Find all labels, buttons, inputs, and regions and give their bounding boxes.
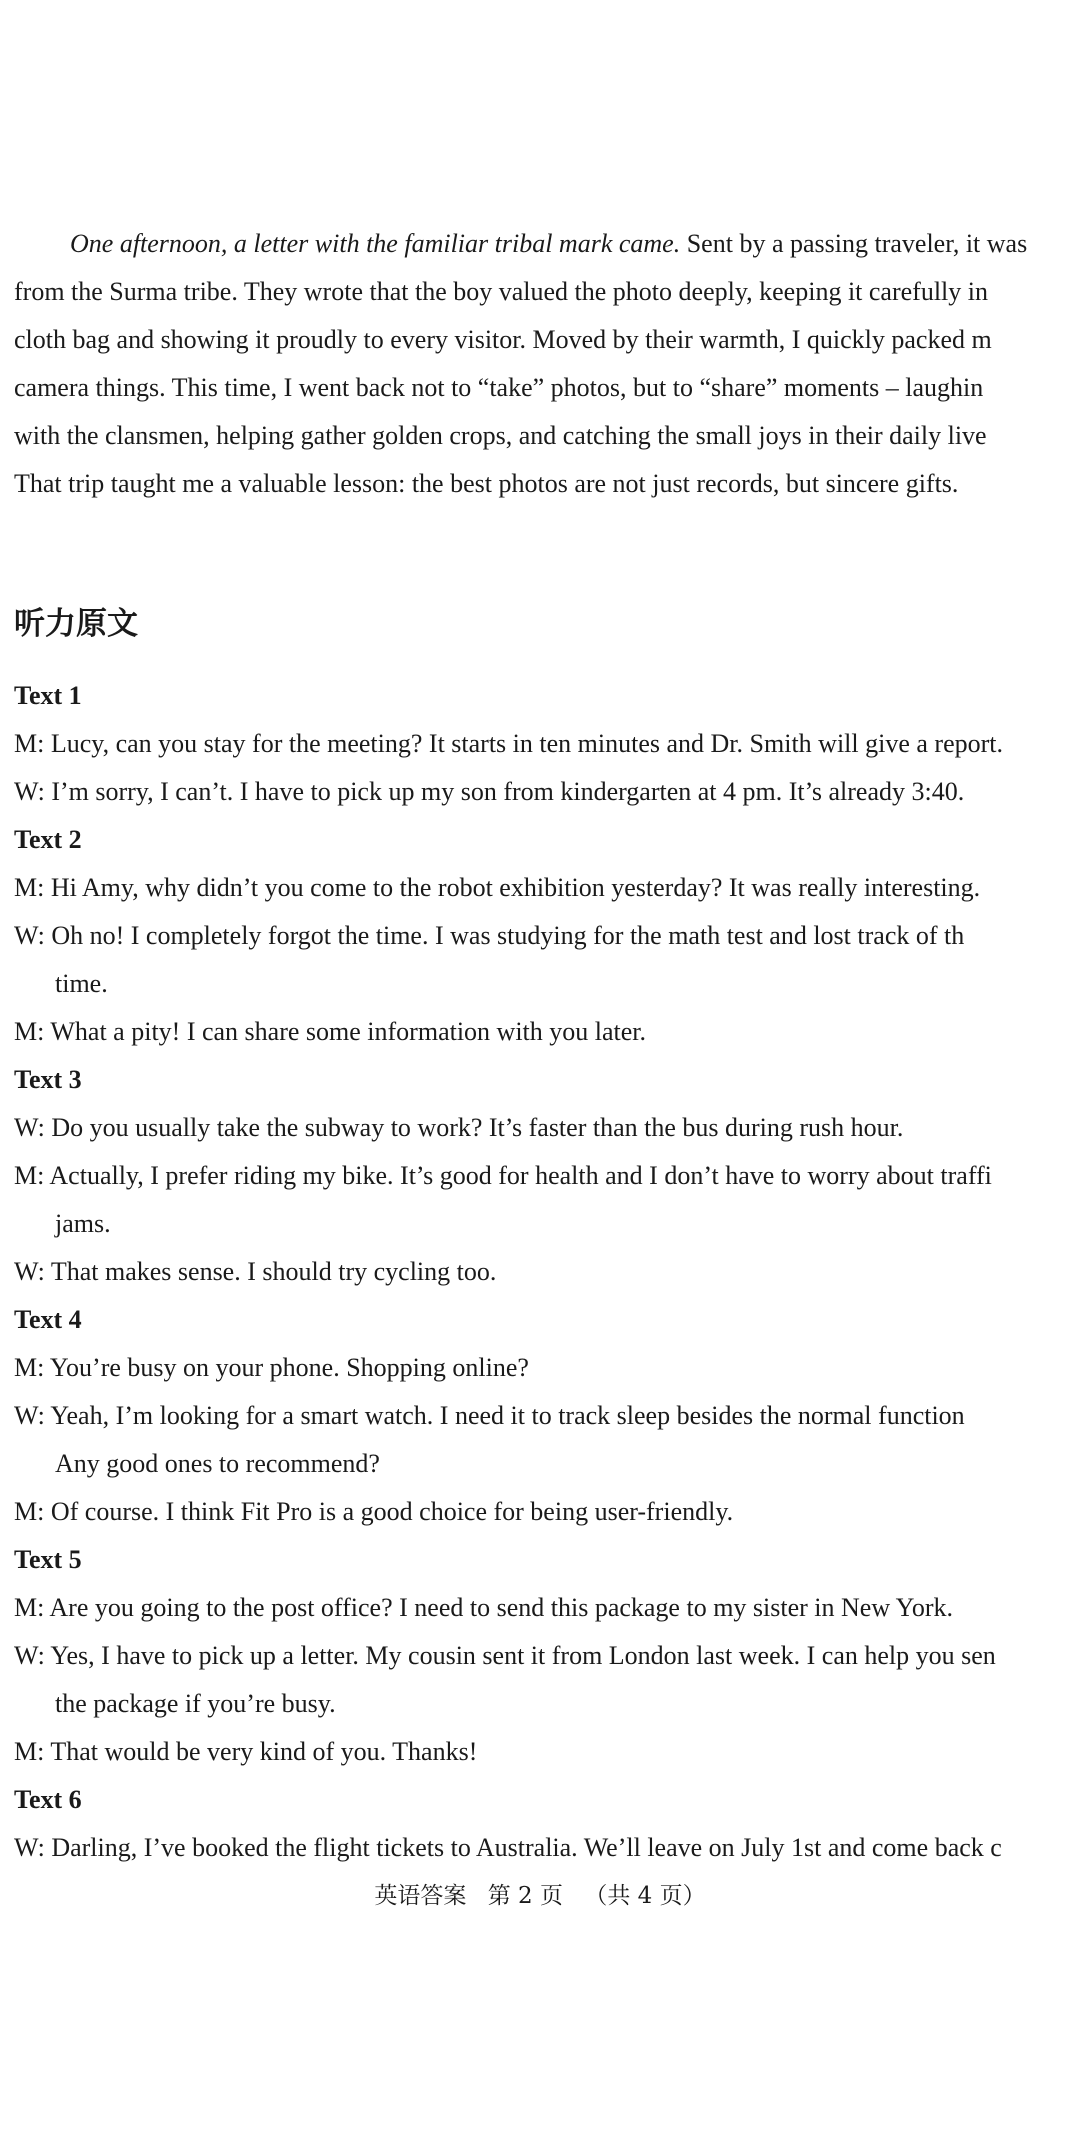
footer-page-number: 第 2 页 bbox=[487, 1883, 563, 1909]
dialogue-text: Hi Amy, why didn’t you come to the robot exhibition yesterday? It was really interesting. bbox=[44, 873, 981, 902]
dialogue-line-continuation: jams. bbox=[55, 1209, 111, 1238]
dialogue-text: You’re busy on your phone. Shopping online? bbox=[44, 1353, 529, 1382]
paragraph-italic-sentence: One afternoon, a letter with the familiar tribal mark came. bbox=[70, 229, 681, 258]
speaker-label: W: bbox=[14, 1401, 45, 1430]
text-heading: Text 2 bbox=[14, 825, 82, 854]
speaker-label: W: bbox=[14, 1641, 45, 1670]
dialogue-text: That would be very kind of you. Thanks! bbox=[44, 1737, 478, 1766]
dialogue-line-continuation: the package if you’re busy. bbox=[55, 1689, 336, 1718]
dialogue-text: Yeah, I’m looking for a smart watch. I need it to track sleep besides the normal function bbox=[44, 1401, 965, 1430]
text-heading: Text 5 bbox=[14, 1545, 82, 1574]
paragraph-line bbox=[14, 220, 1080, 268]
footer-subject: 英语答案 bbox=[374, 1883, 467, 1909]
paragraph-line: from the Surma tribe. They wrote that the boy valued the photo deeply, keeping it carefully in bbox=[14, 277, 988, 306]
dialogue-line bbox=[14, 720, 1080, 768]
paragraph-line: camera things. This time, I went back not to “take” photos, but to “share” moments – laughin bbox=[14, 373, 984, 402]
dialogue-line bbox=[14, 1248, 1080, 1296]
speaker-label: W: bbox=[14, 1833, 45, 1862]
dialogue-line bbox=[14, 1008, 1080, 1056]
speaker-label: M: bbox=[14, 873, 45, 902]
dialogue-line bbox=[14, 1392, 1080, 1440]
dialogue-line bbox=[14, 1824, 1080, 1872]
paragraph-line: That trip taught me a valuable lesson: the best photos are not just records, but sincere gifts. bbox=[14, 469, 959, 498]
text-heading: Text 6 bbox=[14, 1785, 82, 1814]
speaker-label: W: bbox=[14, 1257, 45, 1286]
speaker-label: W: bbox=[14, 921, 45, 950]
paragraph-line: with the clansmen, helping gather golden crops, and catching the small joys in their daily live bbox=[14, 421, 987, 450]
dialogue-line bbox=[14, 768, 1080, 816]
speaker-label: M: bbox=[14, 1497, 45, 1526]
text-heading: Text 1 bbox=[14, 681, 82, 710]
dialogue-text: Are you going to the post office? I need to send this package to my sister in New York. bbox=[44, 1593, 953, 1622]
listening-transcript bbox=[14, 672, 1080, 1872]
dialogue-text: I’m sorry, I can’t. I have to pick up my son from kindergarten at 4 pm. It’s already 3:40. bbox=[44, 777, 965, 806]
text-heading: Text 3 bbox=[14, 1065, 82, 1094]
page-footer bbox=[0, 1876, 1080, 1916]
speaker-label: M: bbox=[14, 729, 45, 758]
speaker-label: M: bbox=[14, 1161, 45, 1190]
story-paragraph bbox=[14, 220, 1080, 508]
dialogue-line bbox=[14, 1584, 1080, 1632]
text-heading: Text 4 bbox=[14, 1305, 82, 1334]
dialogue-line bbox=[14, 1488, 1080, 1536]
dialogue-line bbox=[14, 1344, 1080, 1392]
dialogue-text: Lucy, can you stay for the meeting? It starts in ten minutes and Dr. Smith will give a report. bbox=[44, 729, 1003, 758]
speaker-label: M: bbox=[14, 1353, 45, 1382]
speaker-label: W: bbox=[14, 1113, 45, 1142]
speaker-label: M: bbox=[14, 1593, 45, 1622]
dialogue-line-continuation: Any good ones to recommend? bbox=[55, 1449, 380, 1478]
dialogue-line bbox=[14, 912, 1080, 960]
section-title: 听力原文 bbox=[14, 606, 138, 642]
dialogue-text: Do you usually take the subway to work? It’s faster than the bus during rush hour. bbox=[44, 1113, 904, 1142]
speaker-label: M: bbox=[14, 1737, 45, 1766]
speaker-label: M: bbox=[14, 1017, 45, 1046]
dialogue-text: Actually, I prefer riding my bike. It’s good for health and I don’t have to worry about traffi bbox=[44, 1161, 992, 1190]
dialogue-text: Oh no! I completely forgot the time. I was studying for the math test and lost track of th bbox=[44, 921, 965, 950]
dialogue-text: Yes, I have to pick up a letter. My cousin sent it from London last week. I can help you sen bbox=[44, 1641, 996, 1670]
dialogue-line bbox=[14, 1152, 1080, 1200]
dialogue-line-continuation: time. bbox=[55, 969, 108, 998]
dialogue-line bbox=[14, 1632, 1080, 1680]
dialogue-line bbox=[14, 1104, 1080, 1152]
speaker-label: W: bbox=[14, 777, 45, 806]
footer-total-pages: （共 4 页） bbox=[584, 1883, 706, 1909]
dialogue-text: That makes sense. I should try cycling too. bbox=[44, 1257, 497, 1286]
dialogue-line bbox=[14, 864, 1080, 912]
dialogue-line bbox=[14, 1728, 1080, 1776]
dialogue-text: Of course. I think Fit Pro is a good choice for being user-friendly. bbox=[44, 1497, 734, 1526]
dialogue-text: Darling, I’ve booked the flight tickets to Australia. We’ll leave on July 1st and come back c bbox=[44, 1833, 1002, 1862]
paragraph-line-text: Sent by a passing traveler, it was bbox=[680, 229, 1028, 258]
dialogue-text: What a pity! I can share some information with you later. bbox=[44, 1017, 647, 1046]
paragraph-line: cloth bag and showing it proudly to every visitor. Moved by their warmth, I quickly packed m bbox=[14, 325, 992, 354]
